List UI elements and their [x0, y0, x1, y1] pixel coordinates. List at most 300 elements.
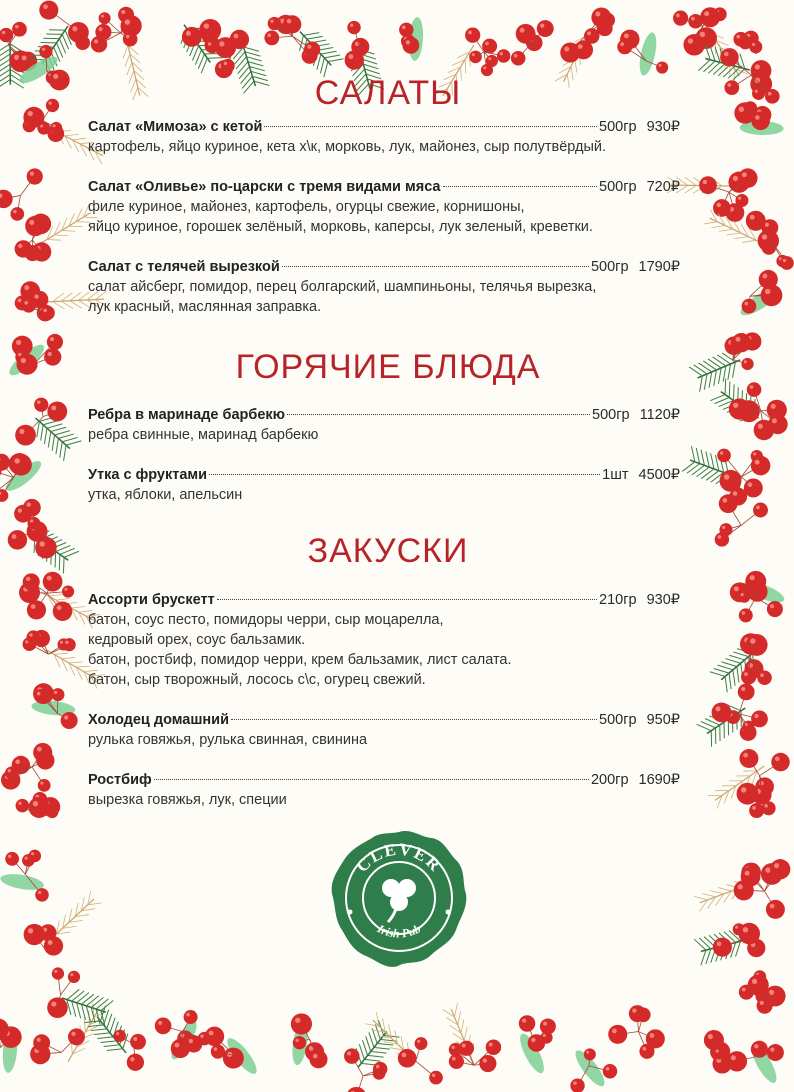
- pine-needle: [729, 382, 730, 398]
- berry-highlight: [270, 20, 273, 23]
- berry-highlight: [99, 27, 103, 31]
- twig-needle: [123, 45, 128, 58]
- pine-needle: [725, 659, 740, 664]
- twig-needle: [718, 888, 732, 891]
- berry-highlight: [717, 203, 721, 207]
- berry-highlight: [376, 1065, 380, 1069]
- berry-highlight: [770, 604, 774, 608]
- berry: [752, 87, 765, 100]
- pine-needle: [47, 424, 62, 428]
- berry-highlight: [734, 586, 739, 591]
- pine-needle: [91, 1029, 107, 1031]
- berry: [742, 299, 757, 314]
- berry: [25, 216, 45, 236]
- pine-needle: [715, 47, 720, 62]
- berry: [24, 924, 45, 945]
- berry: [741, 669, 756, 684]
- berry-highlight: [116, 1032, 119, 1035]
- berry-highlight: [348, 54, 353, 59]
- pine-needle: [364, 1059, 380, 1061]
- berry: [713, 199, 731, 217]
- berry: [29, 797, 50, 818]
- berry: [617, 39, 632, 54]
- berry: [205, 1027, 224, 1046]
- berry: [688, 14, 702, 28]
- twig-needle: [727, 233, 741, 235]
- berry-highlight: [531, 1038, 535, 1042]
- pine-needle: [369, 1032, 374, 1047]
- berry: [780, 256, 794, 270]
- berry-highlight: [204, 23, 209, 28]
- pine-needle: [72, 1001, 76, 1016]
- item-price: 950₽: [646, 712, 680, 728]
- berry-highlight: [65, 641, 68, 644]
- twig-needle: [65, 134, 79, 136]
- menu-item: [88, 590, 680, 690]
- berry-highlight: [770, 1047, 774, 1051]
- berry-highlight: [130, 1057, 134, 1061]
- pine-needle: [0, 74, 10, 83]
- item-desc: утка, яблоки, апельсин: [88, 487, 243, 503]
- pine-needle: [733, 384, 734, 400]
- dot-leader: [217, 599, 597, 600]
- berry-highlight: [189, 1039, 193, 1043]
- berry-highlight: [745, 871, 750, 876]
- pine-needle: [236, 57, 246, 69]
- berry-highlight: [402, 1053, 407, 1058]
- pine-needle: [67, 989, 79, 999]
- pine-needle: [243, 47, 258, 51]
- berry-highlight: [54, 970, 57, 973]
- pine-needle: [249, 66, 264, 70]
- berry-highlight: [717, 941, 722, 946]
- pine-needle: [307, 36, 323, 39]
- twig-needle: [84, 1018, 85, 1032]
- berry-highlight: [347, 1051, 351, 1055]
- berry: [739, 608, 753, 622]
- berry: [656, 62, 668, 74]
- berry-highlight: [101, 15, 104, 18]
- section-title-hot-dishes: ГОРЯЧИЕ БЛЮДА: [235, 348, 541, 386]
- berry-highlight: [770, 904, 775, 909]
- twig-needle: [70, 301, 82, 308]
- berry: [713, 1047, 725, 1059]
- berry: [26, 630, 40, 644]
- pine-needle: [324, 55, 340, 58]
- pine-needle: [56, 438, 58, 454]
- berry-highlight: [43, 4, 48, 9]
- berry-highlight: [48, 101, 51, 104]
- item-desc: рулька говяжья, рулька свинная, свинина: [88, 732, 368, 748]
- pine-needle: [698, 60, 710, 71]
- berry: [23, 573, 40, 590]
- berry: [49, 70, 70, 91]
- pine-needle: [717, 355, 730, 364]
- berry-highlight: [18, 802, 21, 805]
- dot-leader: [287, 414, 590, 415]
- menu-item: [88, 770, 680, 810]
- twig-needle: [719, 229, 733, 231]
- berry: [63, 638, 76, 651]
- logo-sub: Irish Pub: [375, 921, 423, 941]
- berry-highlight: [8, 769, 11, 772]
- pine-needle: [722, 662, 737, 667]
- berry-highlight: [704, 11, 709, 16]
- berry-highlight: [47, 576, 52, 581]
- leaf: [636, 31, 659, 77]
- berry-highlight: [741, 787, 746, 792]
- pine-needle: [62, 437, 77, 441]
- pine-needle: [63, 557, 64, 573]
- berry: [584, 1048, 596, 1060]
- berry: [27, 600, 46, 619]
- pine-needle: [100, 1041, 116, 1043]
- pine-needle: [238, 62, 248, 74]
- twig-needle: [711, 225, 725, 227]
- berry: [700, 7, 720, 27]
- berry-highlight: [750, 638, 755, 643]
- item-desc: салат айсберг, помидор, перец болгарский, шампиньоны, телячья вырезка,: [88, 279, 597, 295]
- item-price: 1120₽: [639, 407, 680, 423]
- twig-needle: [458, 1011, 461, 1025]
- twig-needle: [461, 1019, 464, 1033]
- pine-needle: [0, 80, 10, 89]
- logo-brand: CLEVER: [352, 839, 446, 876]
- berry-highlight: [485, 42, 489, 46]
- berry-highlight: [564, 47, 569, 52]
- pine-needle: [303, 33, 319, 36]
- berry-highlight: [158, 1021, 162, 1025]
- berry: [429, 1071, 443, 1085]
- berry: [27, 168, 43, 184]
- berry-highlight: [483, 1058, 487, 1062]
- berry: [0, 190, 13, 208]
- berry: [0, 28, 13, 42]
- berry-highlight: [731, 1055, 736, 1060]
- berry-highlight: [224, 62, 227, 65]
- berry-stem: [0, 471, 14, 478]
- berry-highlight: [742, 611, 745, 614]
- pine-needle: [377, 1043, 393, 1045]
- berry: [293, 1036, 306, 1049]
- berry: [732, 333, 751, 352]
- berry-highlight: [219, 41, 224, 46]
- pine-needle: [248, 62, 263, 66]
- berry: [68, 1028, 85, 1045]
- berry-highlight: [727, 83, 731, 87]
- berry-highlight: [57, 605, 62, 610]
- berry-highlight: [742, 172, 747, 177]
- berry: [0, 489, 8, 502]
- pine-needle: [687, 464, 700, 474]
- berry-highlight: [745, 723, 748, 726]
- berry-highlight: [755, 115, 760, 120]
- berry: [753, 503, 768, 518]
- item-desc: вырезка говяжья, лук, специи: [88, 792, 287, 808]
- berry-highlight: [522, 1019, 526, 1023]
- berry-highlight: [51, 1001, 56, 1006]
- pine-needle: [52, 435, 54, 451]
- pine-needle: [72, 991, 84, 1001]
- berry: [184, 1010, 198, 1024]
- pine-needle: [317, 54, 321, 69]
- item-price: 1690₽: [638, 772, 680, 788]
- item-weight: 500гр: [590, 259, 629, 275]
- item-price: 930₽: [646, 119, 680, 135]
- berry: [344, 1048, 360, 1064]
- pine-needle: [37, 421, 39, 437]
- twig-needle: [742, 240, 756, 242]
- berry: [537, 20, 554, 37]
- berry-highlight: [765, 867, 770, 872]
- berry: [10, 207, 24, 221]
- item-desc: ребра свинные, маринад барбекю: [88, 427, 319, 443]
- berry: [47, 401, 67, 421]
- berry-highlight: [186, 1013, 190, 1017]
- pine-needle: [701, 469, 714, 479]
- berry: [346, 1087, 366, 1092]
- berry: [127, 1054, 144, 1071]
- berry: [223, 1048, 244, 1069]
- berry-highlight: [295, 1039, 298, 1042]
- pine-needle: [368, 1055, 384, 1057]
- berry-highlight: [48, 352, 52, 356]
- berry-highlight: [24, 285, 29, 290]
- berry: [22, 854, 35, 867]
- berry: [704, 1030, 724, 1050]
- pine-needle: [44, 428, 46, 444]
- item-desc: батон, соус песто, помидоры черри, сыр моцарелла,: [88, 612, 444, 628]
- berry: [742, 721, 754, 733]
- pine-needle: [362, 59, 377, 64]
- item-name: Утка с фруктами: [88, 467, 208, 483]
- pine-needle: [718, 65, 730, 76]
- pine-needle: [736, 941, 741, 956]
- menu-item: [88, 257, 680, 317]
- pine-needle: [701, 950, 706, 965]
- berry-highlight: [752, 43, 755, 46]
- berry-highlight: [126, 35, 130, 39]
- dot-leader: [282, 266, 589, 267]
- pine-needle: [0, 69, 10, 78]
- berry-highlight: [739, 107, 744, 112]
- pine-needle: [107, 1014, 112, 1029]
- pine-needle: [66, 441, 81, 445]
- berry-highlight: [451, 1046, 454, 1049]
- berry: [53, 601, 73, 621]
- berry-highlight: [38, 891, 41, 894]
- pine-needle: [86, 1006, 90, 1021]
- berry: [511, 51, 526, 66]
- berry-highlight: [48, 940, 53, 945]
- twig-needle: [56, 598, 70, 600]
- berry-highlight: [783, 259, 786, 262]
- berry-highlight: [738, 884, 743, 889]
- item-desc: картофель, яйцо куриное, кета х\к, морковь, лук, майонез, сыр полутвёрдый.: [88, 139, 607, 155]
- item-weight: 210гр: [599, 592, 637, 608]
- berry-highlight: [30, 519, 33, 522]
- berry-highlight: [72, 26, 77, 31]
- pine-needle: [733, 362, 736, 378]
- item-price: 720₽: [646, 179, 680, 195]
- pine-needle: [41, 425, 43, 441]
- berry: [683, 34, 704, 55]
- berry-highlight: [64, 715, 68, 719]
- pine-needle: [363, 64, 378, 69]
- berry: [373, 1062, 387, 1076]
- pine-needle: [107, 1049, 123, 1051]
- pine-needle: [55, 431, 70, 435]
- item-weight: 500гр: [592, 407, 630, 423]
- berry-highlight: [350, 24, 353, 27]
- berry: [211, 1044, 225, 1058]
- berry: [713, 938, 732, 957]
- berry: [749, 803, 764, 818]
- pine-needle: [725, 379, 726, 395]
- pine-needle: [725, 676, 727, 692]
- item-weight: 200гр: [590, 772, 629, 788]
- berry-highlight: [760, 673, 764, 677]
- pine-needle: [55, 552, 56, 568]
- berry-highlight: [214, 1047, 218, 1051]
- twig-needle: [734, 237, 748, 239]
- item-desc: яйцо куриное, горошек зелёный, морковь, каперсы, лук зеленый, креветки.: [88, 219, 593, 235]
- berry: [34, 398, 48, 412]
- berry: [738, 923, 760, 945]
- berry: [486, 1039, 502, 1055]
- pine-needle: [713, 357, 726, 366]
- pine-needle: [104, 1045, 120, 1047]
- berry-highlight: [209, 1031, 214, 1036]
- berry-highlight: [755, 460, 760, 465]
- berry: [347, 21, 360, 34]
- berry: [724, 80, 739, 95]
- berry: [304, 41, 320, 57]
- berry: [699, 176, 717, 194]
- pine-needle: [699, 363, 712, 372]
- berry: [0, 454, 10, 471]
- berry-highlight: [452, 1057, 456, 1061]
- berry-highlight: [733, 176, 738, 181]
- berry-highlight: [745, 302, 749, 306]
- berry-highlight: [620, 42, 624, 46]
- berry-highlight: [756, 506, 760, 510]
- item-desc: батон, ростбиф, помидор черри, крем бальзамик, лист салата.: [88, 652, 512, 668]
- berry: [47, 997, 68, 1018]
- berry-highlight: [768, 92, 772, 96]
- berry: [757, 670, 771, 684]
- berry-highlight: [31, 852, 34, 855]
- pine-needle: [0, 64, 10, 73]
- pine-needle: [713, 64, 725, 75]
- pine-needle: [77, 1003, 81, 1018]
- twig-needle: [71, 607, 85, 609]
- pine-needle: [0, 59, 10, 68]
- berry-highlight: [514, 54, 518, 58]
- berry-highlight: [432, 1074, 435, 1077]
- berry-highlight: [18, 244, 22, 248]
- berry: [748, 975, 769, 996]
- berry-highlight: [743, 927, 748, 932]
- berry-highlight: [21, 358, 26, 363]
- berry-highlight: [33, 801, 38, 806]
- berry-highlight: [659, 64, 662, 67]
- berry-highlight: [43, 309, 47, 313]
- item-weight: 1шт: [602, 467, 629, 483]
- berry-highlight: [37, 400, 41, 404]
- item-weight: 500гр: [599, 119, 637, 135]
- berry-highlight: [771, 404, 776, 409]
- pine-needle: [718, 665, 733, 670]
- berry-highlight: [691, 17, 695, 21]
- berry: [15, 425, 36, 446]
- berry-highlight: [760, 1001, 764, 1005]
- berry-highlight: [287, 19, 292, 24]
- berry-highlight: [744, 360, 747, 363]
- item-name: Салат с телячей вырезкой: [88, 259, 280, 275]
- pine-needle: [245, 52, 260, 56]
- berry: [47, 334, 63, 350]
- berry: [291, 1013, 312, 1034]
- berry: [91, 36, 108, 53]
- berry-highlight: [40, 782, 43, 785]
- berry-highlight: [200, 1035, 203, 1038]
- berry-highlight: [735, 926, 738, 929]
- berry: [21, 298, 36, 313]
- berry: [745, 571, 766, 592]
- berry-highlight: [595, 12, 600, 17]
- pine-needle: [689, 367, 702, 376]
- berry-highlight: [39, 541, 44, 546]
- pine-needle: [718, 368, 721, 384]
- berry: [283, 15, 301, 33]
- berry: [68, 22, 89, 43]
- pine-needle: [729, 655, 744, 660]
- twig-needle: [464, 1027, 467, 1041]
- berry-highlight: [744, 672, 748, 676]
- berry-highlight: [50, 337, 54, 341]
- item-weight: 500гр: [599, 712, 637, 728]
- berry-highlight: [750, 575, 755, 580]
- berry: [739, 749, 758, 768]
- berry-highlight: [736, 337, 741, 342]
- berry: [33, 1034, 50, 1051]
- pine-needle: [682, 462, 695, 472]
- berry: [12, 22, 27, 37]
- pine-needle: [737, 667, 739, 683]
- berry: [528, 1034, 545, 1051]
- berry: [771, 753, 789, 771]
- berry-highlight: [37, 747, 42, 752]
- pine-needle: [710, 46, 715, 61]
- berry: [746, 211, 766, 231]
- berry: [130, 1034, 146, 1050]
- pine-needle: [704, 374, 707, 390]
- item-name: Ассорти брускетт: [88, 592, 215, 608]
- berry-highlight: [18, 299, 22, 303]
- berry-highlight: [624, 33, 629, 38]
- berry: [768, 414, 788, 434]
- berry-highlight: [2, 31, 6, 35]
- menu-item: [88, 710, 680, 750]
- pine-needle: [51, 427, 66, 431]
- item-price: 4500₽: [638, 467, 680, 483]
- pine-needle: [733, 670, 735, 686]
- berry: [39, 45, 52, 58]
- berry: [351, 38, 369, 56]
- berry-highlight: [755, 78, 760, 83]
- item-desc: филе куриное, майонез, картофель, огурцы свежие, корнишоны,: [88, 199, 525, 215]
